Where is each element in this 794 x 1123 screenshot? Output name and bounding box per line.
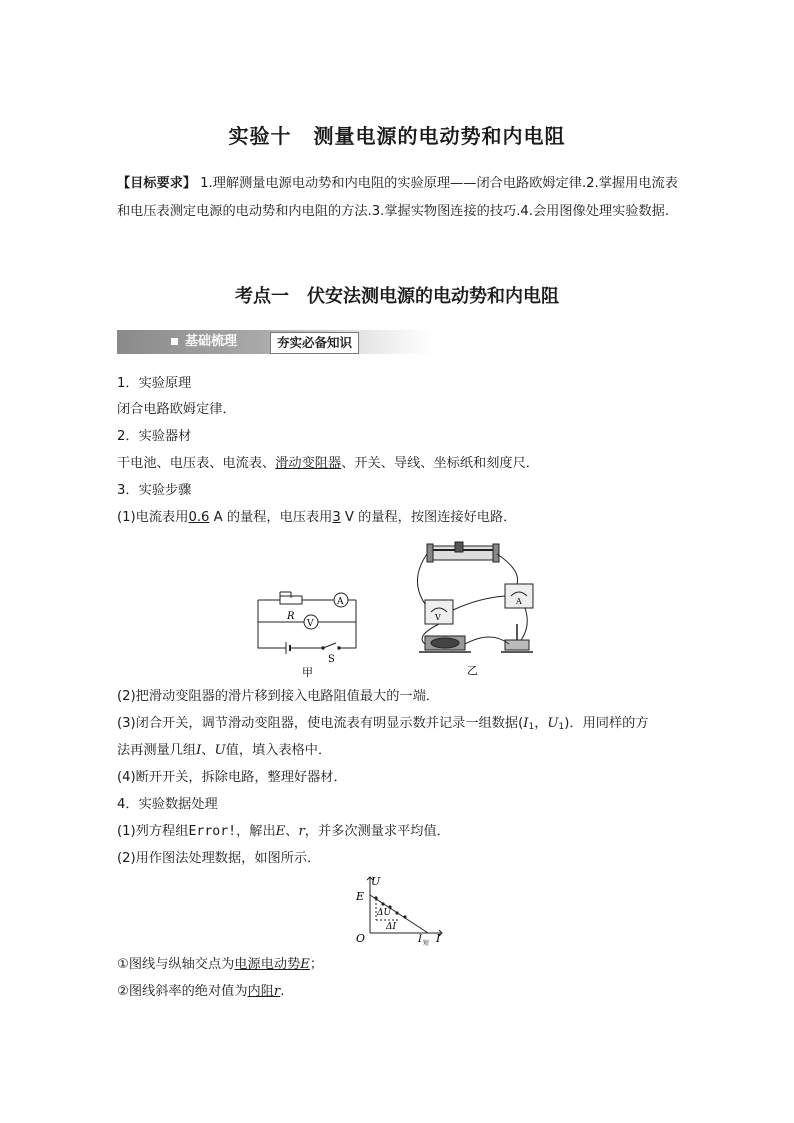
wire-1	[417, 554, 427, 604]
wire-5	[465, 637, 509, 644]
s3-step3b	[117, 741, 689, 761]
graph-O-label: O	[356, 932, 366, 945]
wire-6	[521, 608, 527, 640]
section-heading	[0, 282, 794, 308]
step3a-sub2: 1	[558, 722, 565, 732]
s2-text	[117, 454, 689, 474]
s4-heading: 4．实验数据处理	[117, 797, 218, 812]
step3a-I: I	[523, 716, 529, 731]
banner-label-right: 夯实必备知识	[270, 332, 359, 354]
c1-E: E	[300, 957, 310, 972]
c1-underlined: 电源电动势	[234, 957, 301, 972]
step1-current-range: 0.6	[188, 510, 210, 525]
label-V: V	[307, 619, 314, 629]
u-i-graph	[350, 873, 450, 948]
label-A: A	[337, 597, 344, 607]
meter-v-label: V	[435, 613, 441, 622]
graph-dI-label: ΔI	[386, 922, 397, 932]
step3b-text-b: 值，填入表格中．	[225, 743, 332, 758]
c2-underlined: 内阻	[247, 984, 274, 999]
s4-p2: (2)用作图法处理数据，如图所示．	[117, 851, 321, 866]
p1-E: E	[275, 824, 286, 839]
s3-heading: 3．实验步骤	[117, 483, 192, 498]
section-title: 伏安法测电源的电动势和内电阻	[307, 286, 559, 307]
switch-blade	[323, 643, 336, 648]
s1-text: 闭合电路欧姆定律．	[117, 402, 236, 417]
wire-3	[453, 596, 505, 610]
title-text: 测量电源的电动势和内电阻	[313, 124, 566, 148]
step3a-text-b: )．用同样的方	[564, 716, 649, 731]
data-point	[381, 902, 384, 905]
circuit-diagram	[250, 590, 365, 680]
step3a-comma: ，	[534, 716, 548, 731]
s4-conclusion1	[117, 955, 689, 975]
graph-dU-label: ΔU	[377, 908, 392, 918]
p1-text-a: (1)列方程组	[117, 824, 189, 839]
s3-step4: (4)断开开关，拆除电路，整理好器材．	[117, 770, 347, 785]
s2-underlined: 滑动变阻器	[275, 456, 342, 471]
apparatus-illustration	[405, 540, 540, 680]
s3-step3a	[117, 714, 689, 737]
s4-conclusion2	[117, 982, 689, 1002]
s4-p1	[117, 822, 689, 842]
s1-heading: 1．实验原理	[117, 376, 192, 391]
data-point	[395, 911, 398, 914]
data-point	[403, 915, 406, 918]
s2-post: 、开关、导线、坐标纸和刻度尺．	[341, 456, 539, 471]
step3a-text-a: (3)闭合开关，调节滑动变阻器，使电流表有明显示数并记录一组数据(	[117, 716, 524, 731]
experiment-title	[0, 120, 794, 149]
goals-tag: 【目标要求】	[117, 176, 197, 191]
c1-text-b: ；	[309, 957, 324, 972]
goals-text: 1.理解测量电源电动势和内电阻的实验原理——闭合电路欧姆定律.2.掌握用电流表和电压表测定电源的电动势和内电阻的方法.3.掌握实物图连接的技巧.4.会用图像处理实验数据.	[117, 176, 678, 219]
p1-error-text: Error!	[188, 824, 237, 839]
step3b-sep: 、	[201, 743, 215, 758]
p1-text-c: ，并多次测量求平均值．	[304, 824, 450, 839]
caption-yi: 乙	[467, 664, 478, 677]
step3a-sub1: 1	[528, 722, 535, 732]
step3a-U: U	[547, 716, 559, 731]
p1-r: r	[298, 824, 305, 839]
step3b-U: U	[214, 743, 226, 758]
c2-r: r	[273, 984, 281, 999]
section-banner	[117, 330, 433, 354]
section-number: 考点一	[235, 286, 289, 307]
step3b-text-a: 法再测量几组	[117, 743, 197, 758]
title-number: 实验十	[228, 124, 292, 148]
caption-jia: 甲	[302, 666, 313, 679]
graph-U-label: U	[371, 875, 381, 888]
step3b-I: I	[196, 743, 202, 758]
s2-pre: 干电池、电压表、电流表、	[117, 456, 276, 471]
label-R: R	[287, 611, 295, 622]
banner-square-icon	[171, 338, 178, 345]
step1-text-b: A 的量程，电压表用	[209, 510, 333, 525]
wire-2	[497, 554, 518, 584]
label-S: S	[328, 654, 335, 665]
step1-voltage-range: 3	[332, 510, 341, 525]
s2-heading: 2．实验器材	[117, 429, 192, 444]
banner-label-left: 基础梳理	[185, 334, 238, 349]
p1-sep: 、	[285, 824, 299, 839]
goals-paragraph	[117, 170, 689, 226]
switch-base	[505, 640, 529, 650]
graph-Isc-sub: 短	[423, 940, 430, 947]
meter-a-label: A	[516, 597, 522, 606]
data-point	[374, 896, 377, 899]
s3-step1	[117, 508, 689, 528]
c1-text-a: ①图线与纵轴交点为	[117, 957, 235, 972]
graph-E-label: E	[356, 890, 365, 903]
p1-text-b: ，解出	[236, 824, 276, 839]
step1-text-a: (1)电流表用	[117, 510, 189, 525]
c2-text-b: .	[280, 984, 285, 999]
c2-text-a: ②图线斜率的绝对值为	[117, 984, 248, 999]
graph-Isc-label: I	[418, 934, 422, 945]
step1-text-c: V 的量程，按图连接好电路．	[340, 510, 517, 525]
slider-knob	[455, 542, 463, 552]
s3-step2: (2)把滑动变阻器的滑片移到接入电路阻值最大的一端．	[117, 689, 439, 704]
graph-I-label: I	[436, 932, 441, 945]
wire-left	[258, 600, 286, 648]
